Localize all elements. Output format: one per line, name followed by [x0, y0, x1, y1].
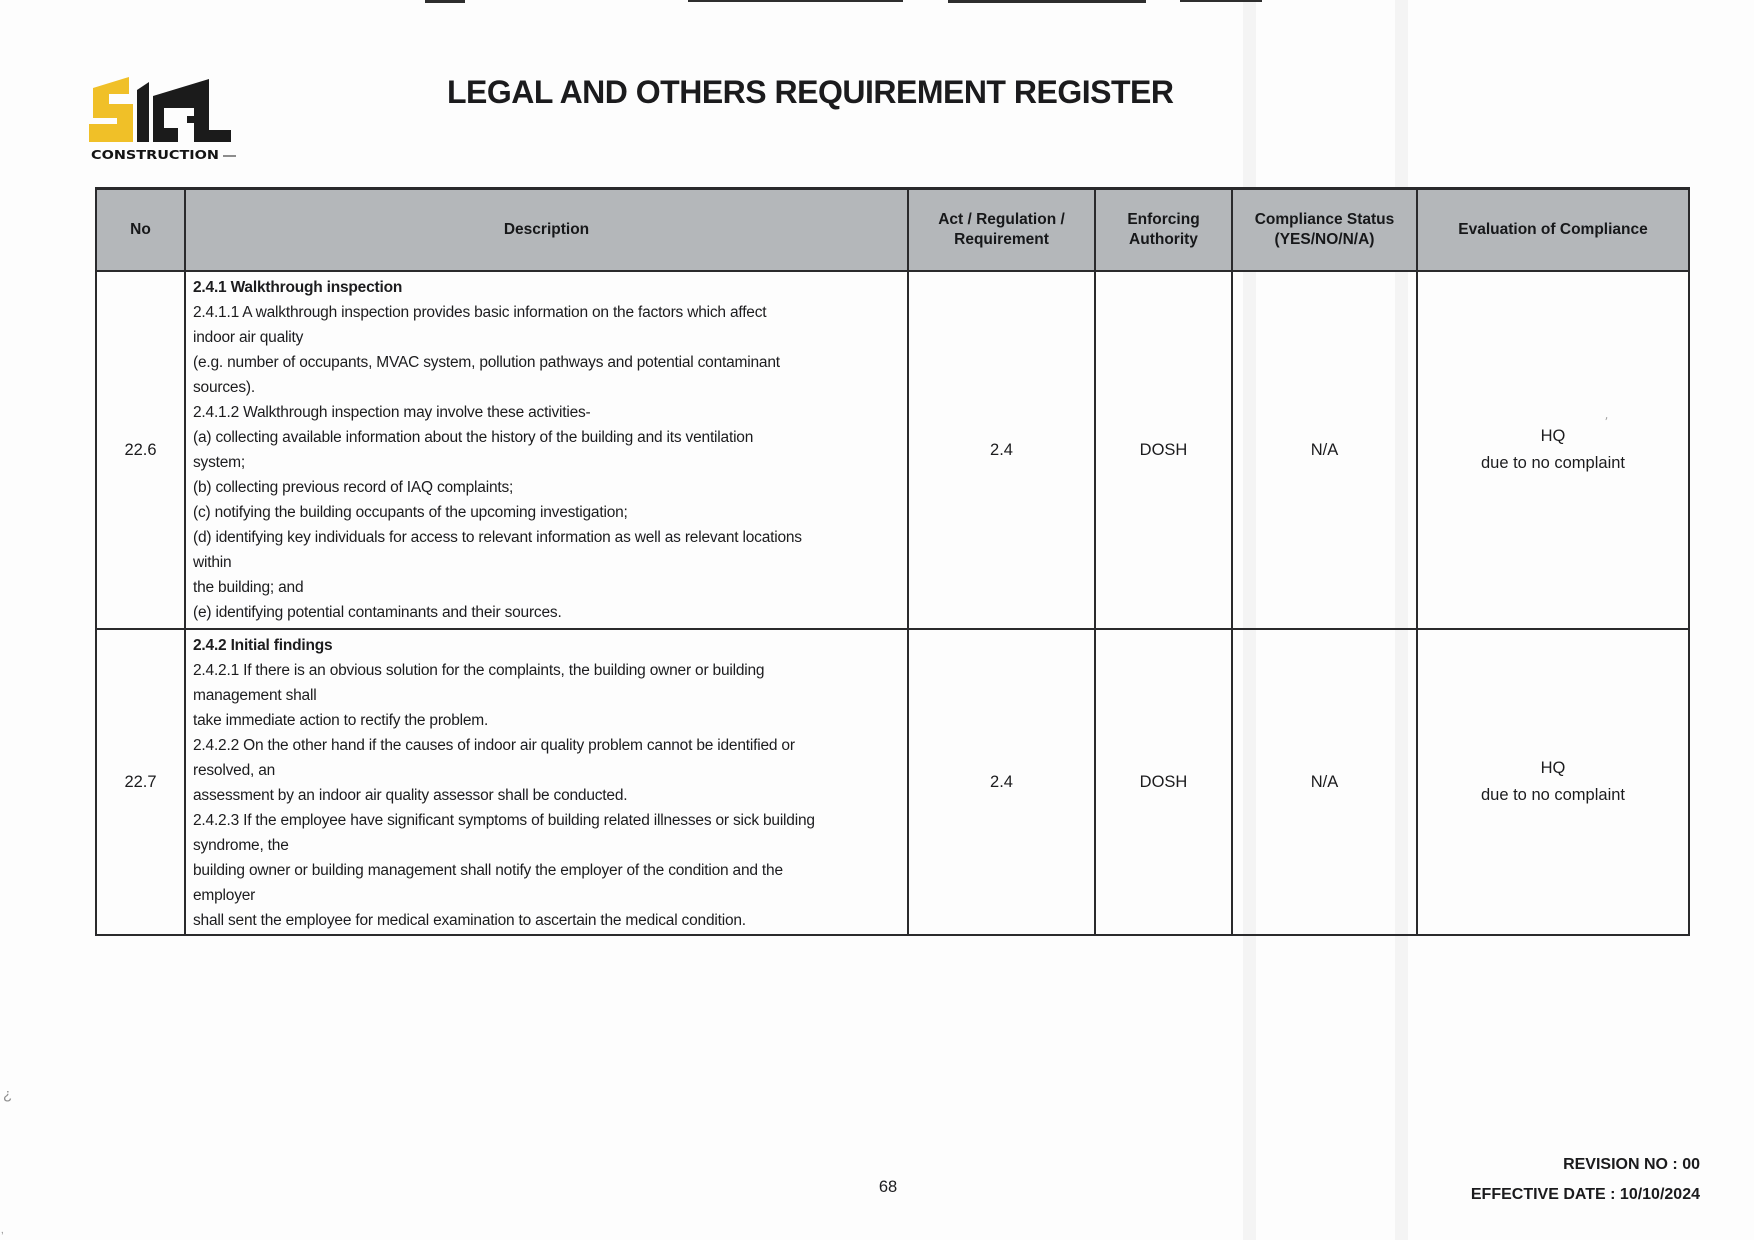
row-enforcing-authority: DOSH — [1096, 630, 1233, 934]
row-evaluation — [1418, 630, 1688, 934]
evaluation-line: HQ — [1540, 427, 1566, 445]
table-row — [97, 628, 1688, 934]
page-number: 68 — [878, 1178, 898, 1196]
column-header-description: Description — [186, 190, 909, 270]
description-heading: 2.4.1 Walkthrough inspection — [193, 279, 403, 296]
description-body: 2.4.1.1 A walkthrough inspection provides basic information on the factors which affect indoor air quality (e.g. number of occupants, MVAC system, pollution pathways and potential contaminant sources). 2.4.1.2 Walkthrough inspection may involve these activities- (a) collecting available information about the history of the building and its ventilation system; (b) collecting previous record of IAQ complaints; (c) notifying the building occupants of the upcoming investigation; (d) identifying key individuals for access to relevant information as well as relevant locations within the building; and (e) identifying potential contaminants and their sources. — [193, 304, 802, 621]
slg-construction-logo — [86, 72, 248, 166]
logo-caption: CONSTRUCTION — [91, 147, 219, 162]
row-act-regulation: 2.4 — [909, 630, 1096, 934]
row-evaluation — [1418, 272, 1688, 628]
table-header-row — [97, 190, 1688, 270]
column-header-no: No — [97, 190, 186, 270]
row-description — [186, 272, 909, 628]
row-no: 22.7 — [97, 630, 186, 934]
row-compliance-status: N/A — [1233, 630, 1418, 934]
row-act-regulation: 2.4 — [909, 272, 1096, 628]
scan-artifact-dash — [688, 0, 903, 2]
column-header-evaluation: Evaluation of Compliance — [1458, 221, 1648, 238]
scan-artifact-dash — [948, 0, 1146, 3]
evaluation-line: due to no complaint — [1480, 786, 1625, 804]
revision-block — [1471, 1150, 1700, 1210]
row-enforcing-authority: DOSH — [1096, 272, 1233, 628]
table-row — [97, 270, 1688, 628]
evaluation-line: due to no complaint — [1480, 454, 1625, 472]
scan-artifact-mark: ’ — [1601, 413, 1610, 430]
requirements-table — [95, 187, 1690, 936]
page-title: LEGAL AND OTHERS REQUIREMENT REGISTER — [447, 74, 1174, 110]
column-header-enforcing-authority: Enforcing Authority — [1096, 190, 1233, 270]
column-header-compliance-status: Compliance Status (YES/NO/N/A) — [1233, 190, 1418, 270]
evaluation-line: HQ — [1540, 759, 1566, 777]
revision-no: REVISION NO : 00 — [1563, 1156, 1700, 1173]
scan-artifact-dash — [1180, 0, 1262, 2]
description-body: 2.4.2.1 If there is an obvious solution for the complaints, the building owner or building management shall take immediate action to rectify the problem. 2.4.2.2 On the other hand if the causes of indoor air quality problem cannot be identified or resolved, an assessment by an indoor air quality assessor shall be conducted. 2.4.2.3 If the employee have significant symptoms of building related illnesses or sick building syndrome, the building owner or building management shall notify the employer of the condition and the employer shall sent the employee for medical examination to ascertain the medical condition. — [193, 662, 815, 929]
scan-artifact-mark: ¿ — [3, 1086, 13, 1103]
row-description — [186, 630, 909, 934]
row-compliance-status: N/A — [1233, 272, 1418, 628]
description-heading: 2.4.2 Initial findings — [193, 637, 333, 654]
effective-date: EFFECTIVE DATE : 10/10/2024 — [1470, 1186, 1700, 1203]
logo-letter-l — [137, 82, 149, 142]
scan-artifact-dash — [425, 0, 465, 3]
column-header-act-regulation: Act / Regulation / Requirement — [909, 190, 1096, 270]
scan-artifact-mark: ‚ — [1, 1222, 4, 1236]
row-no: 22.6 — [97, 272, 186, 628]
logo-letter-s — [89, 77, 133, 142]
